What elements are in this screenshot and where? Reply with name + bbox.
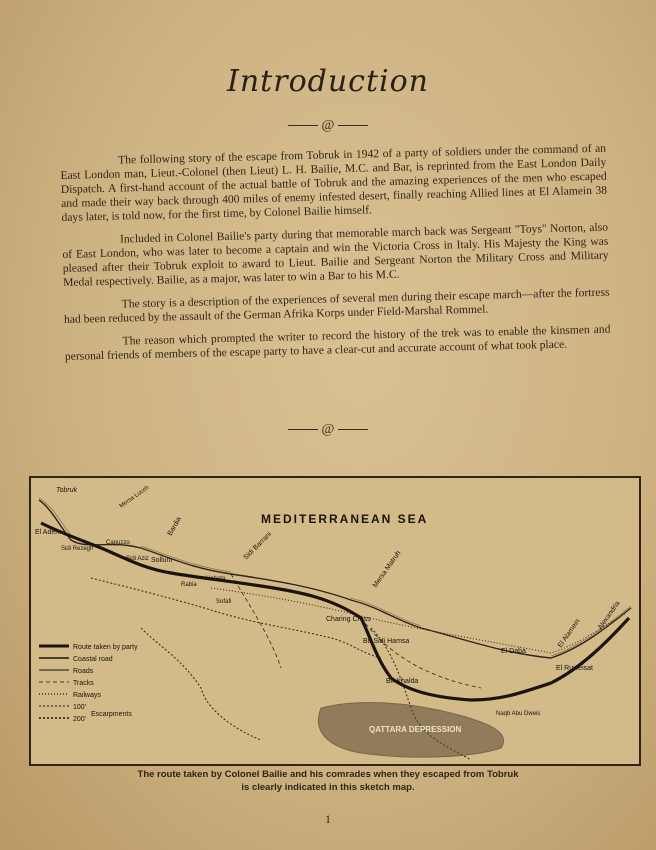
- caption-line-2: is clearly indicated in this sketch map.: [241, 782, 415, 793]
- place-bardia: Bardia: [166, 515, 183, 537]
- divider-ornament-top: [0, 118, 656, 134]
- place-naqb-abu-dweis: Naqb Abu Dweis: [496, 711, 541, 717]
- legend-route: Route taken by party: [73, 644, 138, 651]
- place-sidi-rezegh: Sidi Rezegh: [61, 546, 94, 552]
- caption-line-1: The route taken by Colonel Bailie and his comrades when they escaped from Tobruk: [137, 769, 519, 780]
- page-title: Introduction: [227, 64, 429, 99]
- place-bir-khalda: Bir Khalda: [386, 678, 419, 685]
- place-el-alamein: El Alamein: [556, 618, 582, 650]
- place-rabia: Rabia: [181, 582, 197, 588]
- divider-ornament-bottom: [0, 422, 656, 438]
- escarpment: [141, 628, 261, 740]
- legend-tracks: Tracks: [73, 680, 94, 687]
- legend-railways: Railways: [73, 692, 102, 699]
- legend-escarp-100: 100': [73, 704, 87, 711]
- place-bir-sidi-hamsa: Bir Sidi Hamsa: [363, 638, 410, 645]
- sketch-map: [29, 476, 641, 766]
- ornament-glyph: @: [321, 422, 335, 437]
- place-mersa-lucch: Mersa Lucch: [118, 485, 151, 510]
- place-sidi-barrani: Sidi Barrani: [242, 530, 274, 562]
- place-capuzzo: Capuzzo: [106, 540, 130, 546]
- place-el-ruweisat: El Ruweisat: [556, 665, 593, 672]
- place-habata: Habata: [206, 576, 226, 582]
- place-sidi-aziz: Sidi Aziz: [126, 556, 149, 562]
- legend-escarp-200: 200': [73, 716, 87, 723]
- paragraph-2: Included in Colonel Bailie's party during that memorable march back was Sergeant "Toys" Norton, also of East London, who was later to become a captain and win the Victoria Cross in Italy. His Majesty the King was pleased after their Tobruk exploit to award to Lieut. Bailie and Sergeant Norton the Military Cross and Military Medal respectively. Bailie, as a major, was later to win a Bar to his M.C.: [62, 220, 609, 289]
- place-mersa-matruh: Mersa Matruh: [371, 549, 403, 590]
- paragraph-1: The following story of the escape from Tobruk in 1942 of a party of soldiers under the command of an East London man, Lieut.-Colonel (then Lieut) L. H. Bailie, M.C. and Bar, is reprinted from the East London Daily Dispatch. A first-hand account of the actual battle of Tobruk and the amazing experiences of the men who escaped and made their way back through 400 miles of enemy infested desert, finally reaching Allied lines at El Alamein 38 days later, is told now, for the first time, by Colonel Bailie himself.: [60, 141, 608, 224]
- map-caption: [0, 768, 656, 794]
- sea-label: MEDITERRANEAN SEA: [261, 512, 429, 526]
- legend-escarpments: Escarpments: [91, 711, 132, 718]
- ornament-glyph: @: [321, 118, 335, 133]
- map-drawing: [31, 478, 635, 760]
- legend-roads: Roads: [73, 668, 94, 675]
- place-el-daba: El Daba: [501, 648, 526, 655]
- place-alexandria: Alexandria: [596, 600, 622, 632]
- page-number: 1: [325, 812, 331, 826]
- map-legend: [39, 644, 138, 723]
- introduction-text: [60, 142, 611, 373]
- place-sollum: Sollum: [151, 557, 173, 564]
- paragraph-3: The story is a description of the experiences of several men during their escape march—after the fortress had been reduced by the assault of the German Afrika Korps under Field-Marshal Rommel.: [63, 285, 610, 326]
- paragraph-4: The reason which prompted the writer to record the history of the trek was to enable the kinsmen and personal friends of members of the escape party to have a clear-cut and accurate account of what took place.: [64, 322, 611, 363]
- place-el-adem: El Adem: [35, 529, 62, 536]
- place-tobruk: Tobruk: [56, 487, 78, 494]
- place-sofafi: Sofafi: [216, 599, 232, 605]
- place-charing-cross: Charing Cross: [326, 616, 371, 623]
- legend-coastal-road: Coastal road: [73, 656, 113, 663]
- escape-route: [41, 523, 629, 700]
- place-qattara-depression: QATTARA DEPRESSION: [369, 725, 462, 734]
